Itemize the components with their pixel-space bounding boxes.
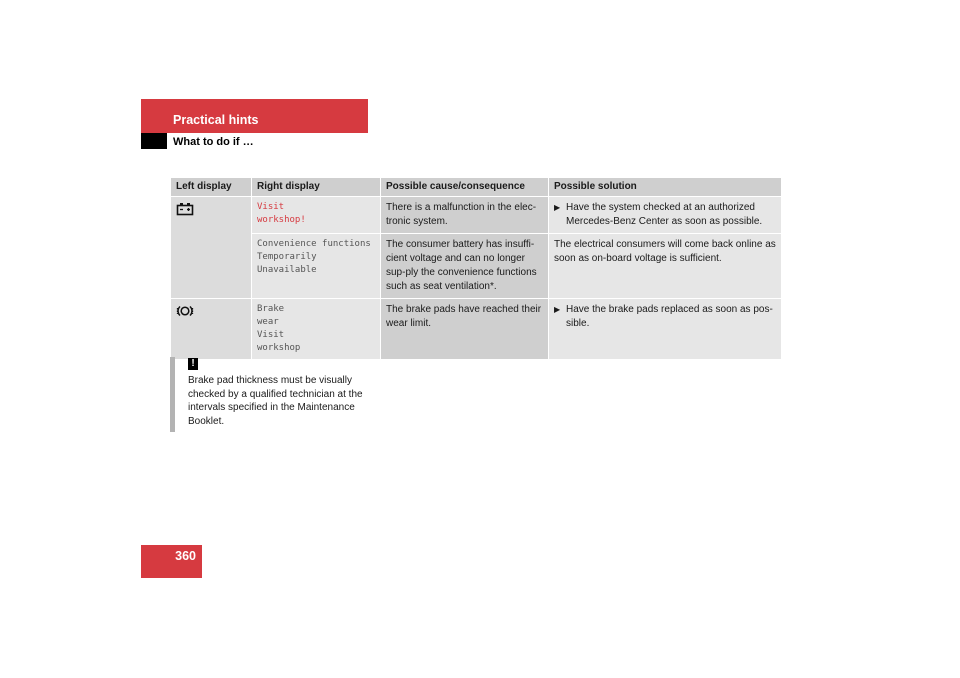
note-side-bar: [170, 357, 175, 432]
header-cause: Possible cause/consequence: [381, 178, 549, 197]
troubleshooting-table: [170, 177, 782, 360]
solution-text: Have the system checked at an authorized Mercedes-Benz Center as soon as possible.: [566, 202, 763, 227]
brake-wear-icon: [176, 304, 194, 323]
page-number: 360: [175, 549, 196, 563]
right-display-cell: [252, 299, 381, 360]
solution-text: The electrical consumers will come back online as soon as on-board voltage is sufficient.: [554, 239, 776, 264]
section-subtitle: What to do if …: [173, 136, 254, 148]
left-display-cell: [171, 299, 252, 360]
header-solution: Possible solution: [549, 178, 782, 197]
bullet-arrow-icon: ▶: [554, 203, 561, 212]
cause-cell: The consumer battery has insuffi-cient voltage and can no longer sup-ply the convenience functions such as seat ventilation*.: [381, 234, 549, 299]
right-display-cell: [252, 234, 381, 299]
cause-cell: The brake pads have reached their wear limit.: [381, 299, 549, 360]
header-right-display: Right display: [252, 178, 381, 197]
left-display-cell: [171, 197, 252, 299]
warning-exclamation-icon: !: [188, 358, 198, 370]
subtitle-marker: [141, 133, 167, 149]
header-left-display: Left display: [171, 178, 252, 197]
table-row: [171, 299, 782, 360]
cause-cell: There is a malfunction in the elec-tronic system.: [381, 197, 549, 234]
section-title: Practical hints: [173, 113, 259, 127]
page-number-block: [141, 545, 202, 578]
display-message: Convenience functions Temporarily Unavailable: [257, 239, 371, 275]
battery-icon: [176, 202, 194, 221]
table-row: [171, 197, 782, 234]
solution-cell: [549, 197, 782, 234]
solution-cell: [549, 234, 782, 299]
right-display-cell: [252, 197, 381, 234]
table-row: [171, 234, 782, 299]
solution-cell: [549, 299, 782, 360]
note-text: Brake pad thickness must be visually checked by a qualified technician at the intervals specified in the Maintenance Booklet.: [188, 375, 363, 427]
table-header-row: [171, 178, 782, 197]
display-message: Brake wear Visit workshop: [257, 304, 301, 353]
solution-text: Have the brake pads replaced as soon as pos-sible.: [566, 304, 773, 329]
display-message: Visit workshop!: [257, 202, 306, 225]
bullet-arrow-icon: ▶: [554, 305, 561, 314]
